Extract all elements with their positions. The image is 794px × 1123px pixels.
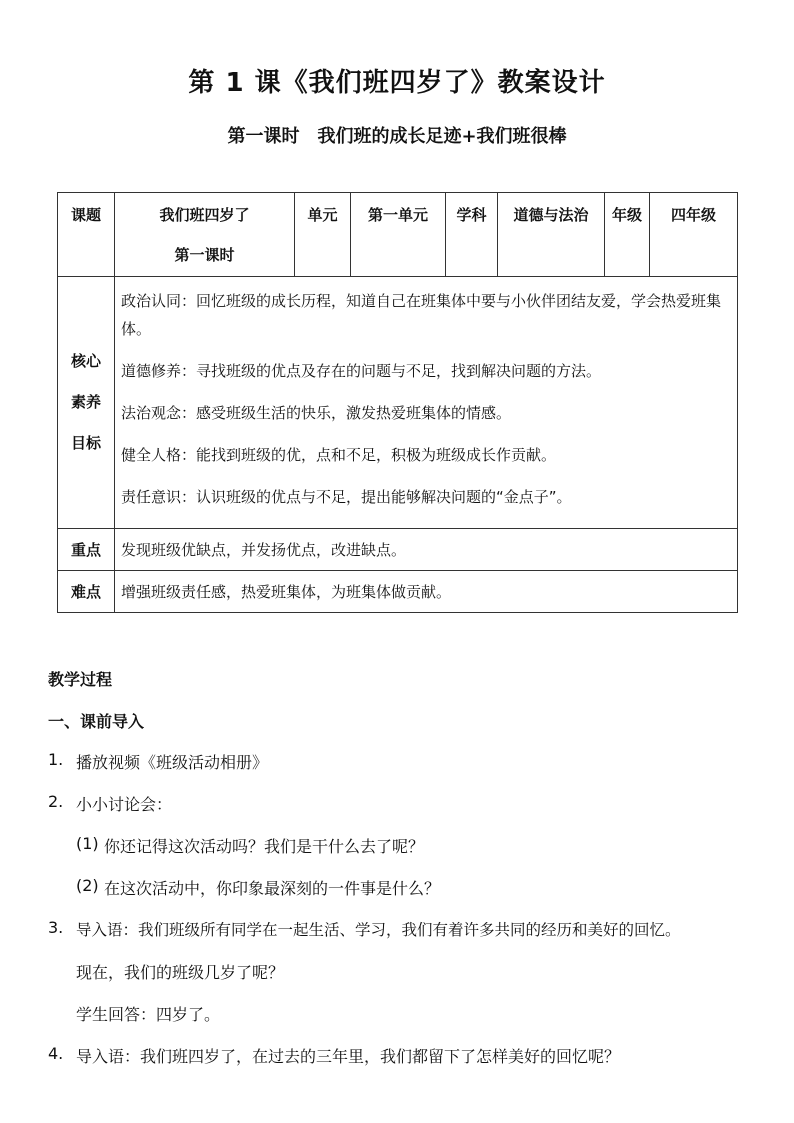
item-student-answer: 学生回答：四岁了。 <box>76 1005 221 1024</box>
item-video: 播放视频《班级活动相册》 <box>76 753 269 772</box>
grade-header: 年级 <box>611 206 642 224</box>
lesson-info-table <box>57 192 738 613</box>
key-point-label: 重点 <box>58 529 115 571</box>
unit-cell <box>351 193 446 277</box>
topic-header: 课题 <box>70 206 101 224</box>
difficulty-row <box>58 571 738 613</box>
core-label-line3: 目标 <box>70 434 101 452</box>
grade-header-cell <box>605 193 650 277</box>
document-title: 第 1 课《我们班四岁了》教案设计 <box>188 68 606 98</box>
item-discussion: 小小讨论会： <box>76 795 173 814</box>
key-point-text: 发现班级优缺点，并发扬优点，改进缺点。 <box>115 529 738 571</box>
topic-value: 我们班四岁了 <box>159 206 250 224</box>
subject-header: 学科 <box>456 206 487 224</box>
core-goals-content <box>115 277 738 529</box>
unit-header-cell <box>295 193 351 277</box>
section-intro-heading: 一、课前导入 <box>48 712 145 731</box>
item-number: 4. <box>48 1044 64 1063</box>
item-intro-question: 现在，我们的班级几岁了呢？ <box>76 963 285 982</box>
goal-responsibility: 责任意识：认识班级的优点与不足，提出能够解决问题的“金点子”。 <box>121 488 572 506</box>
item-intro-speech-2: 导入语：我们班四岁了，在过去的三年里，我们都留下了怎样美好的回忆呢？ <box>76 1047 621 1066</box>
subject-header-cell <box>446 193 498 277</box>
difficulty-text: 增强班级责任感，热爱班集体，为班集体做贡献。 <box>115 571 738 613</box>
core-label-line1: 核心 <box>70 352 101 370</box>
core-label-line2: 素养 <box>70 393 101 411</box>
goal-moral: 道德修养：寻找班级的优点及存在的问题与不足，找到解决问题的方法。 <box>121 362 602 380</box>
item-number: 2. <box>48 792 64 811</box>
goal-personality: 健全人格：能找到班级的优，点和不足，积极为班级成长作贡献。 <box>121 446 557 464</box>
grade-cell <box>650 193 738 277</box>
subitem-number: (1) <box>76 834 99 853</box>
topic-period: 第一课时 <box>174 246 235 264</box>
subitem-number: (2) <box>76 876 99 895</box>
unit-value: 第一单元 <box>367 206 428 224</box>
process-heading: 教学过程 <box>48 670 113 689</box>
lesson-subtitle: 第一课时 我们班的成长足迹+我们班很棒 <box>227 126 567 147</box>
unit-header: 单元 <box>307 206 338 224</box>
core-goals-label <box>58 277 115 529</box>
core-goals-row <box>58 277 738 529</box>
subitem-question-1: 你还记得这次活动吗？我们是干什么去了呢？ <box>104 837 425 856</box>
item-intro-speech: 导入语：我们班级所有同学在一起生活、学习，我们有着许多共同的经历和美好的回忆。 <box>76 921 681 939</box>
subject-cell <box>498 193 605 277</box>
topic-header-cell <box>58 193 115 277</box>
grade-value: 四年级 <box>670 206 716 224</box>
goal-political: 政治认同：回忆班级的成长历程，知道自己在班集体中要与小伙伴团结友爱，学会热爱班集体。 <box>121 292 722 338</box>
topic-cell <box>115 193 295 277</box>
subitem-question-2: 在这次活动中，你印象最深刻的一件事是什么？ <box>104 879 441 898</box>
header-row <box>58 193 738 277</box>
key-point-row <box>58 529 738 571</box>
item-number: 3. <box>48 918 64 937</box>
goal-law: 法治观念：感受班级生活的快乐，激发热爱班集体的情感。 <box>121 404 512 422</box>
subject-value: 道德与法治 <box>513 206 589 224</box>
item-number: 1. <box>48 750 64 769</box>
difficulty-label: 难点 <box>58 571 115 613</box>
